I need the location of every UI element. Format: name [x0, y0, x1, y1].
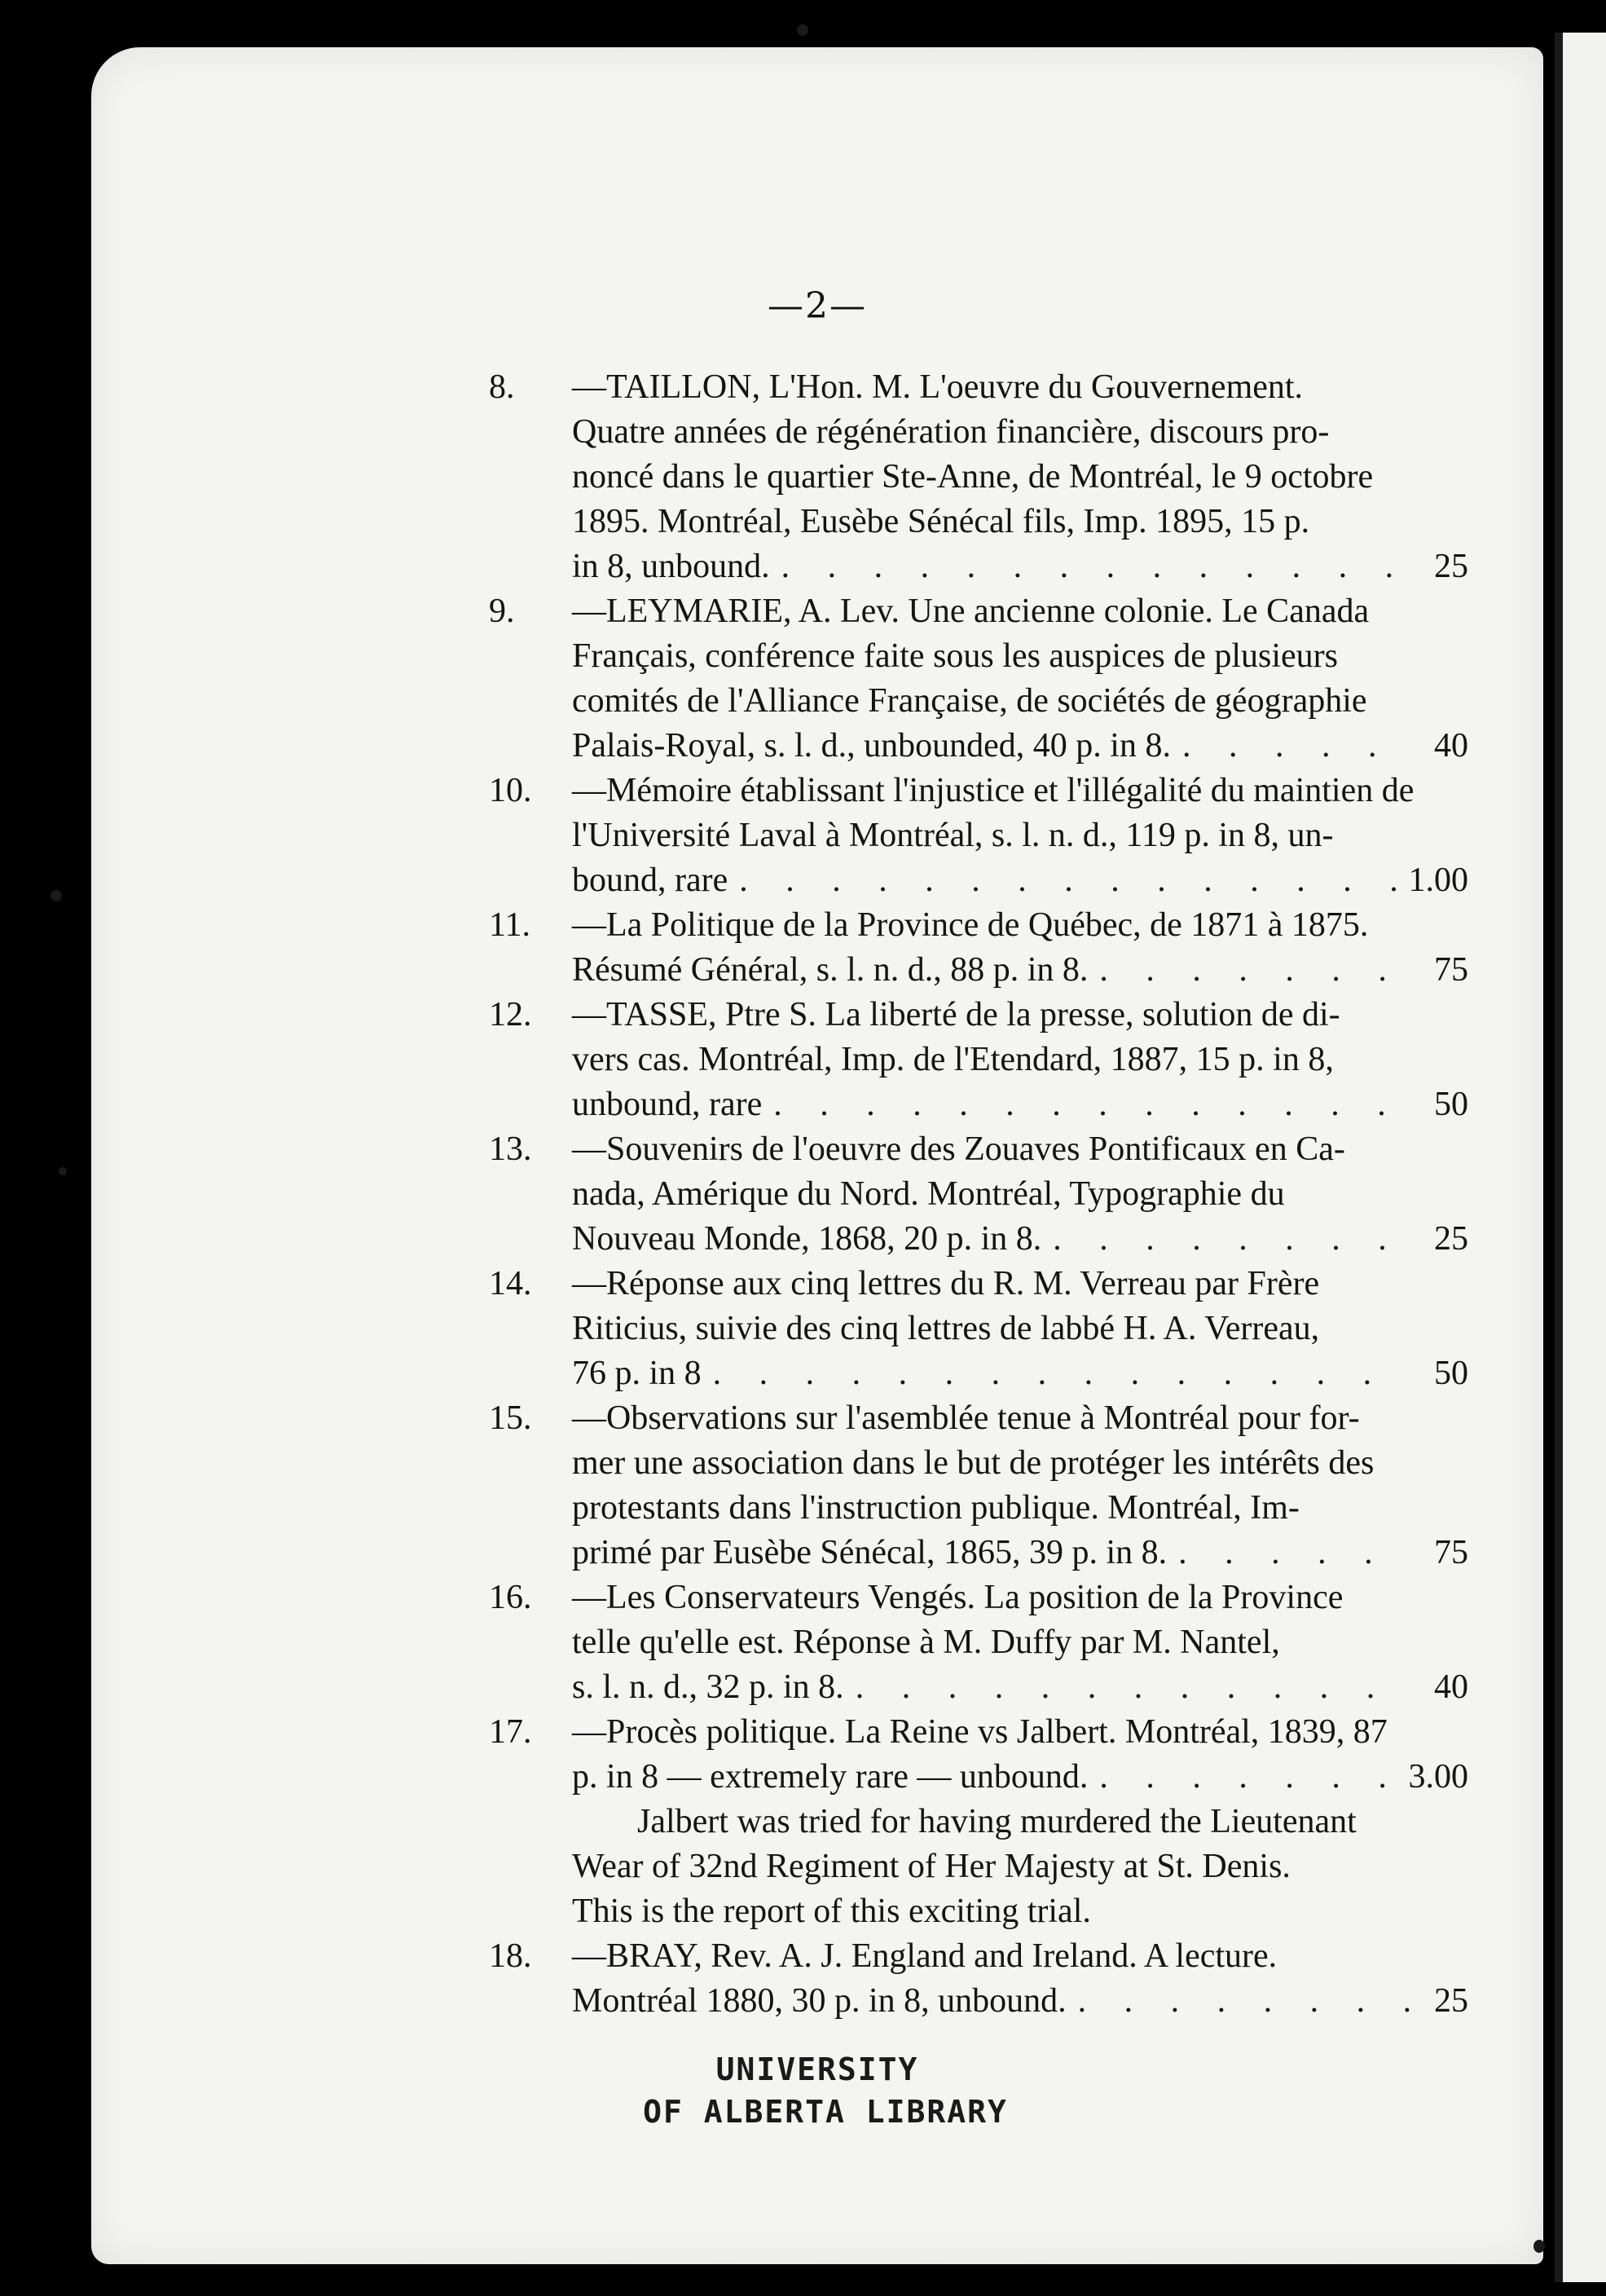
entry-number: 18. [489, 1937, 532, 1975]
dot-leader [1088, 948, 1411, 993]
entry-number: 9. [489, 593, 515, 630]
catalogue-entry [401, 1575, 1468, 1710]
document-page [91, 47, 1543, 2264]
catalogue-entry [401, 589, 1468, 769]
entry-last-line: primé par Eusèbe Sénécal, 1865, 39 p. in 8. [572, 1534, 1168, 1571]
catalogue-entry [401, 903, 1468, 993]
catalogue-entry [401, 365, 1468, 589]
entry-text-line: Français, conférence faite sous les auspices de plusieurs [572, 637, 1338, 675]
entry-price-line [572, 1979, 1468, 2024]
entry-price: 50 [1434, 1355, 1468, 1392]
dot-leader [1088, 1755, 1400, 1800]
catalogue-entry [401, 993, 1468, 1127]
catalogue-entry [401, 1710, 1468, 1934]
entry-number: 10. [489, 772, 532, 809]
catalogue-entries [401, 365, 1468, 2024]
entry-price-line [572, 1217, 1468, 1262]
entry-text-line: —BRAY, Rev. A. J. England and Ireland. A lecture. [572, 1937, 1278, 1975]
entry-number: 11. [489, 906, 530, 944]
catalogue-entry [401, 1396, 1468, 1575]
entry-price-line [572, 1082, 1468, 1127]
entry-price-line [572, 1755, 1468, 1800]
entry-price: 25 [1434, 548, 1468, 585]
stamp-line-1: UNIVERSITY [715, 2051, 919, 2087]
entry-number: 12. [489, 996, 532, 1033]
entry-text-line: —Mémoire établissant l'injustice et l'illégalité du maintien de [572, 772, 1415, 809]
entry-price: 75 [1434, 1534, 1468, 1571]
entry-last-line: p. in 8 — extremely rare — unbound. [572, 1758, 1089, 1796]
entry-text-line: —Observations sur l'asemblée tenue à Montréal pour for- [572, 1399, 1360, 1437]
entry-price: 25 [1434, 1220, 1468, 1258]
catalogue-entry [401, 1262, 1468, 1396]
entry-last-line: bound, rare [572, 862, 728, 899]
entry-text-line: vers cas. Montréal, Imp. de l'Etendard, 1887, 15 p. in 8, [572, 1041, 1334, 1078]
entry-price: 50 [1434, 1086, 1468, 1123]
entry-text-line: —TASSE, Ptre S. La liberté de la presse, solution de di- [572, 996, 1340, 1033]
entry-number: 13. [489, 1130, 532, 1168]
entry-price-line [572, 858, 1468, 903]
catalogue-entry [401, 1127, 1468, 1262]
dot-leader [728, 858, 1400, 903]
entry-price-line [572, 948, 1468, 993]
entry-price-line [572, 544, 1468, 589]
entry-last-line: Montréal 1880, 30 p. in 8, unbound. [572, 1982, 1067, 2020]
scan-speck [59, 1167, 67, 1175]
entry-text-line: —Réponse aux cinq lettres du R. M. Verreau par Frère [572, 1265, 1320, 1302]
scan-speck [797, 24, 808, 36]
adjacent-page-edge [1555, 33, 1606, 2282]
entry-text-line: —Procès politique. La Reine vs Jalbert. Montréal, 1839, 87 [572, 1713, 1388, 1751]
entry-price: 25 [1434, 1982, 1468, 2020]
entry-price: 40 [1434, 1668, 1468, 1706]
entry-text-line: —Souvenirs de l'oeuvre des Zouaves Pontificaux en Ca- [572, 1130, 1345, 1168]
entry-note-line: Wear of 32nd Regiment of Her Majesty at St. Denis. [572, 1848, 1291, 1885]
entry-last-line: in 8, unbound. [572, 548, 770, 585]
dot-leader [702, 1351, 1411, 1396]
catalogue-entry [401, 1934, 1468, 2024]
entry-price-line [572, 724, 1468, 769]
entry-text-line: Quatre années de régénération financière, discours pro- [572, 413, 1330, 451]
entry-last-line: Palais-Royal, s. l. d., unbounded, 40 p. in 8. [572, 727, 1171, 765]
entry-text-line: —LEYMARIE, A. Lev. Une ancienne colonie. Le Canada [572, 593, 1370, 630]
dot-leader [844, 1665, 1411, 1710]
dot-leader [1041, 1217, 1411, 1262]
entry-number: 15. [489, 1399, 532, 1437]
entry-number: 16. [489, 1579, 532, 1616]
entry-text-line: —Les Conservateurs Vengés. La position de la Province [572, 1579, 1344, 1616]
page-number: —2— [768, 285, 867, 327]
entry-text-line: Riticius, suivie des cinq lettres de labbé H. A. Verreau, [572, 1310, 1320, 1347]
entry-last-line: Résumé Général, s. l. n. d., 88 p. in 8. [572, 951, 1089, 989]
entry-last-line: 76 p. in 8 [572, 1355, 702, 1392]
entry-price: 75 [1434, 951, 1468, 989]
entry-price: 3.00 [1408, 1758, 1468, 1796]
dot-leader [1171, 724, 1411, 769]
entry-text-line: nada, Amérique du Nord. Montréal, Typographie du [572, 1175, 1285, 1213]
dot-leader [1167, 1531, 1411, 1575]
entry-price: 1.00 [1408, 862, 1468, 899]
entry-text-line: mer une association dans le but de protéger les intérêts des [572, 1444, 1375, 1482]
entry-text-line: —TAILLON, L'Hon. M. L'oeuvre du Gouvernement. [572, 368, 1304, 406]
entry-price: 40 [1434, 727, 1468, 765]
entry-text-line: protestants dans l'instruction publique. Montréal, Im- [572, 1489, 1300, 1527]
entry-price-line [572, 1351, 1468, 1396]
entry-number: 17. [489, 1713, 532, 1751]
entry-last-line: Nouveau Monde, 1868, 20 p. in 8. [572, 1220, 1042, 1258]
entry-last-line: s. l. n. d., 32 p. in 8. [572, 1668, 844, 1706]
dot-leader [762, 1082, 1411, 1127]
entry-text-line: l'Université Laval à Montréal, s. l. n. d., 119 p. in 8, un- [572, 817, 1334, 854]
stamp-line-2: OF ALBERTA LIBRARY [643, 2094, 1008, 2130]
entry-number: 14. [489, 1265, 532, 1302]
entry-text-line: 1895. Montréal, Eusèbe Sénécal fils, Imp. 1895, 15 p. [572, 503, 1310, 540]
entry-note-line: This is the report of this exciting trial. [572, 1893, 1091, 1930]
entry-text-line: —La Politique de la Province de Québec, de 1871 à 1875. [572, 906, 1369, 944]
entry-price-line [572, 1665, 1468, 1710]
entry-number: 8. [489, 368, 515, 406]
scan-speck [1533, 2240, 1545, 2253]
scan-speck [51, 890, 62, 901]
entry-text-line: telle qu'elle est. Réponse à M. Duffy par M. Nantel, [572, 1624, 1280, 1661]
entry-text-line: comités de l'Alliance Française, de sociétés de géographie [572, 682, 1367, 720]
catalogue-entry [401, 769, 1468, 903]
library-stamp [91, 2048, 1543, 2133]
dot-leader [770, 544, 1411, 589]
entry-last-line: unbound, rare [572, 1086, 763, 1123]
entry-note-line: Jalbert was tried for having murdered the Lieutenant [637, 1803, 1357, 1840]
dot-leader [1067, 1979, 1411, 2024]
entry-price-line [572, 1531, 1468, 1575]
entry-text-line: noncé dans le quartier Ste-Anne, de Montréal, le 9 octobre [572, 458, 1374, 496]
